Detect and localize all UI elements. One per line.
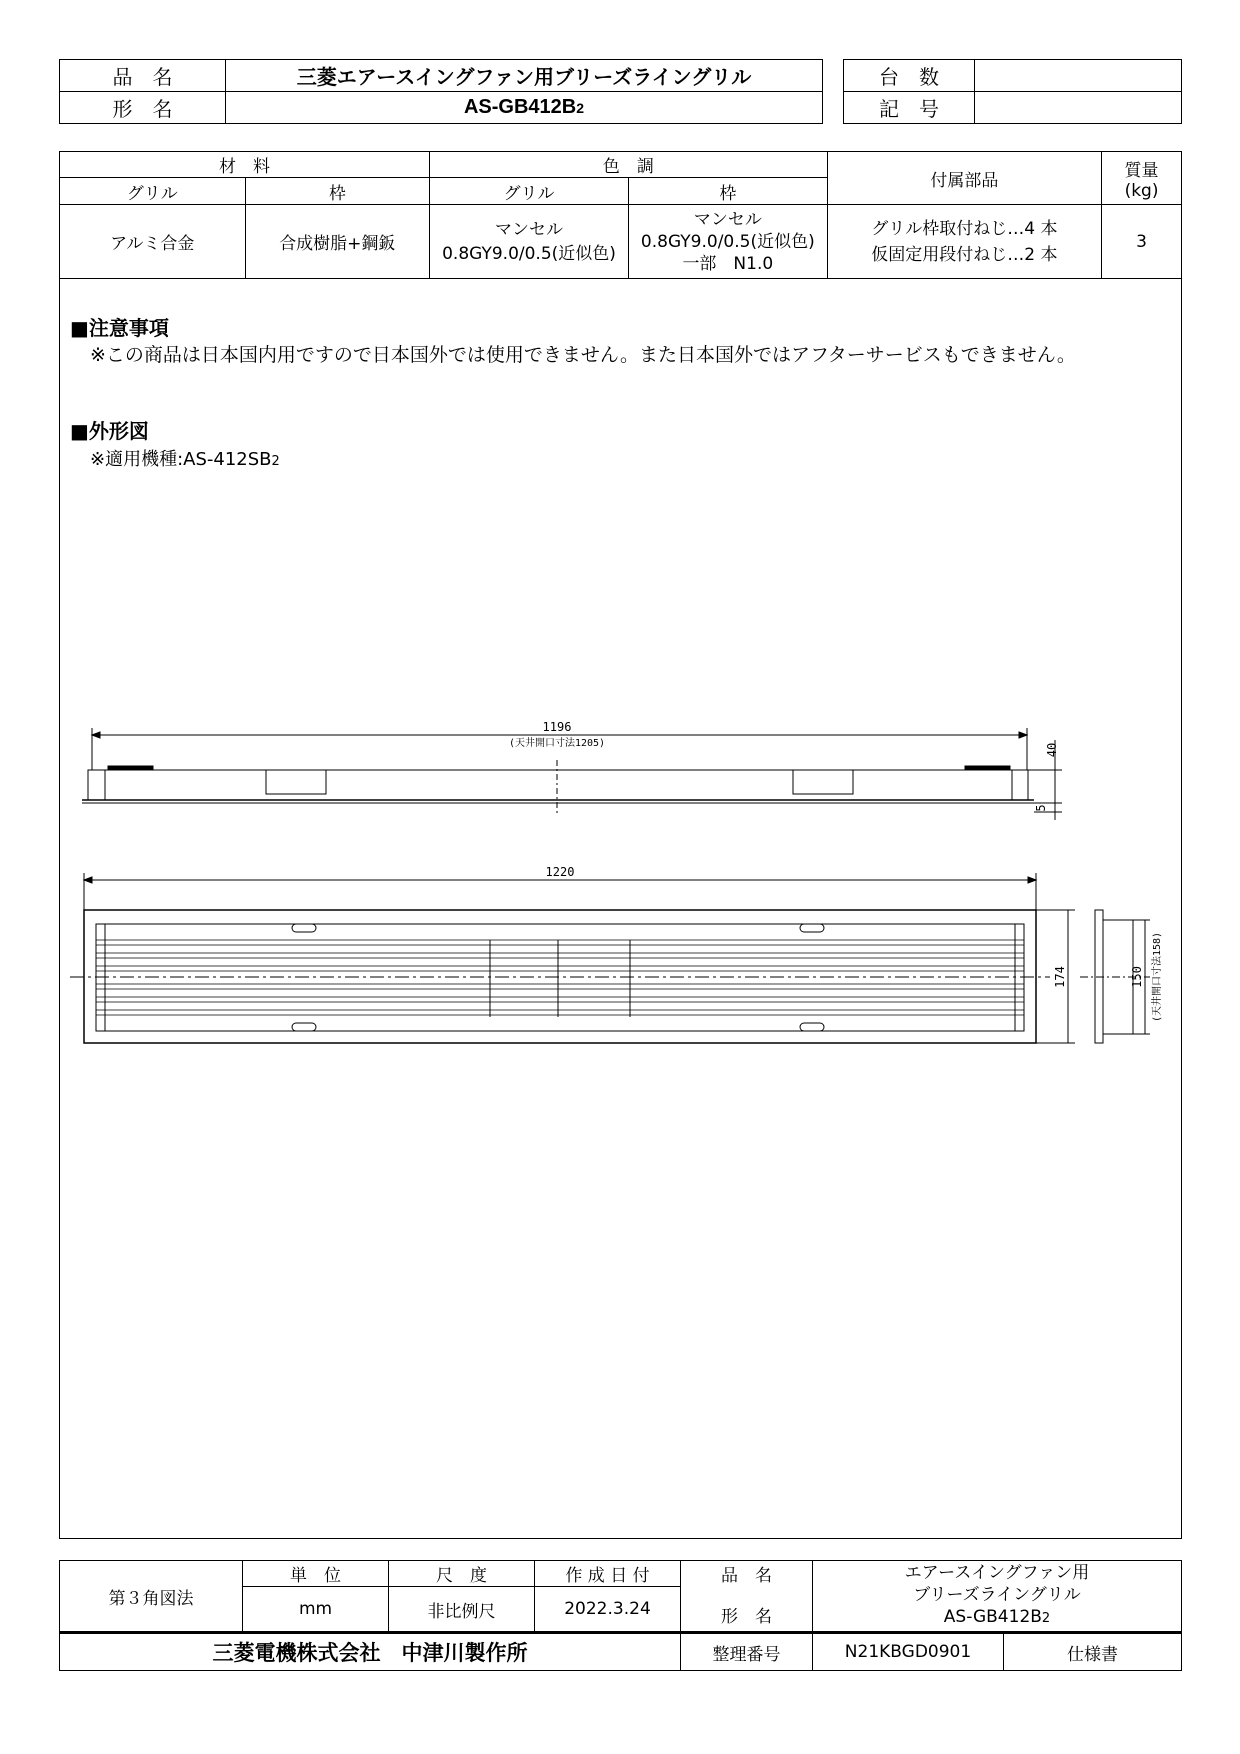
- dim-1196: 1196: [542, 720, 572, 734]
- scale-value: 非比例尺: [389, 1587, 535, 1633]
- doc-type: 仕様書: [1004, 1633, 1182, 1671]
- dim-5: 5: [1034, 804, 1048, 812]
- product-name-label: 品 名: [60, 60, 226, 92]
- projection: 第３角図法: [60, 1561, 243, 1633]
- top-view-frame: [88, 770, 1028, 800]
- date-label: 作 成 日 付: [535, 1561, 681, 1587]
- dim-ceiling-158: (天井開口寸法158): [1152, 931, 1163, 1023]
- notes-heading: ■注意事項: [70, 316, 169, 340]
- scale-label: 尺 度: [389, 1561, 535, 1587]
- date-value: 2022.3.24: [535, 1587, 681, 1633]
- mass-value: 3: [1102, 205, 1182, 279]
- dim-150: 150: [1130, 966, 1144, 988]
- company-name: 三菱電機株式会社 中津川製作所: [60, 1633, 681, 1671]
- color-frame-value: マンセル 0.8GY9.0/0.5(近似色) 一部 N1.0: [628, 205, 827, 279]
- model-label-tb: 形 名: [681, 1587, 813, 1633]
- color-frame-header: 枠: [628, 178, 827, 205]
- product-label: 品 名: [681, 1561, 813, 1587]
- accessories-header: 付属部品: [827, 152, 1101, 205]
- applicable-model: ※適用機種:AS-412SB2: [90, 449, 280, 470]
- quantity-label: 台 数: [844, 60, 975, 92]
- product-description: エアースイングファン用 ブリーズライングリル AS-GB412B2: [813, 1561, 1182, 1633]
- symbol-label: 記 号: [844, 92, 975, 124]
- notes-body: ※この商品は日本国内用ですので日本国外では使用できません。また日本国外ではアフターサービスもできません。: [90, 344, 1076, 366]
- model-name: AS-GB412B2: [226, 92, 823, 124]
- dim-ceiling-1205: (天井開口寸法1205): [508, 738, 606, 749]
- model-label: 形 名: [60, 92, 226, 124]
- color-grill-value: マンセル 0.8GY9.0/0.5(近似色): [430, 205, 629, 279]
- product-name: 三菱エアースイングファン用ブリーズライングリル: [226, 60, 823, 92]
- material-frame-header: 枠: [245, 178, 430, 205]
- dim-1220: 1220: [545, 865, 575, 879]
- dim-40: 40: [1045, 742, 1059, 758]
- unit-label: 単 位: [243, 1561, 389, 1587]
- material-grill-value: アルミ合金: [60, 205, 246, 279]
- color-grill-header: グリル: [430, 178, 629, 205]
- outline-heading: ■外形図: [70, 419, 149, 443]
- mass-header: 質量 (kg): [1102, 152, 1182, 205]
- color-header: 色 調: [430, 152, 828, 178]
- material-frame-value: 合成樹脂+鋼鈑: [245, 205, 430, 279]
- ref-value: N21KBGD0901: [813, 1633, 1004, 1671]
- material-header: 材 料: [60, 152, 430, 178]
- title-block: [59, 1560, 1182, 1671]
- dim-174: 174: [1053, 966, 1067, 988]
- ref-label: 整理番号: [681, 1633, 813, 1671]
- accessories-value: グリル枠取付ねじ…4 本 仮固定用段付ねじ…2 本: [827, 205, 1101, 279]
- material-grill-header: グリル: [60, 178, 246, 205]
- unit-value: mm: [243, 1587, 389, 1633]
